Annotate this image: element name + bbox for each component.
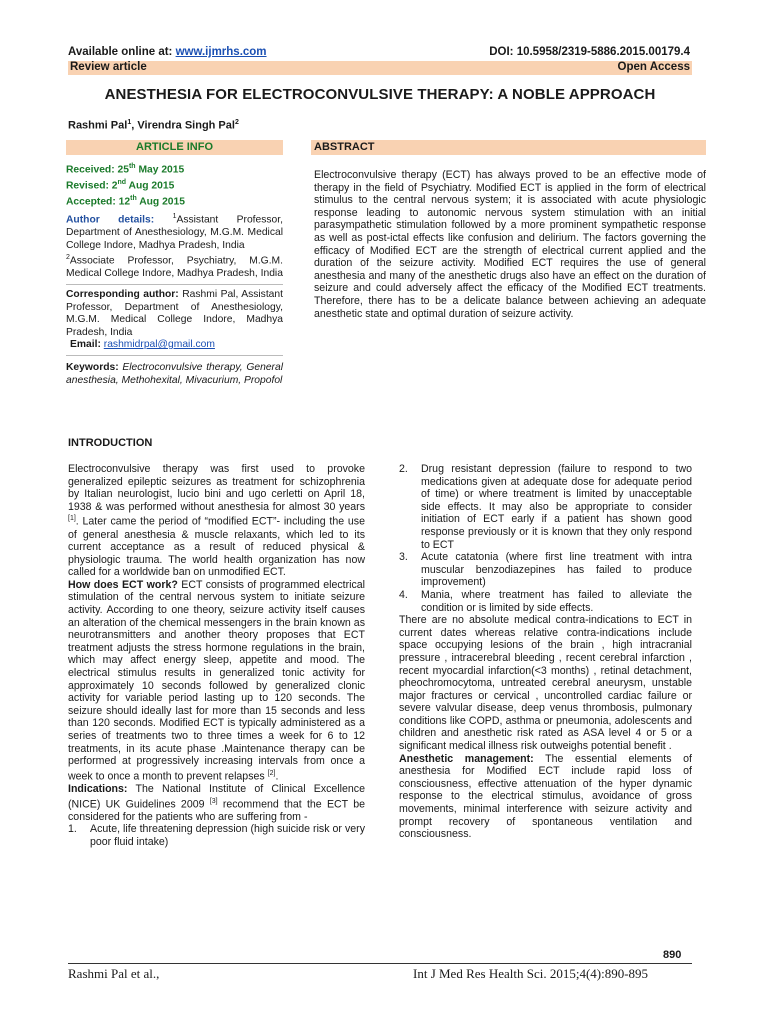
indication-item-3: 3. Acute catatonia (where first line treatment with intra muscular benzodiazepines has failed to produce improvement): [399, 551, 692, 589]
availability-line: Available online at: www.ijmrhs.com: [68, 46, 267, 58]
contra-indications: There are no absolute medical contra-indications to ECT in current dates whereas relative contra-indications include space occupying lesions of the brain , high intracranial pressure , intracerebral bleeding , recent cerebral infarction , recent myocardial infarction(<3 months) , retinal detachment, pheochromocytoma, untreated cerebral aneurysm, unstable major fractures or cervical , uncontrolled cardiac failure or severe valvular disease, deep venus thrombosis, pulmonary conditions like COPD, asthma or pneumonia, adolescents and children and anesthetic risk rated as ASA level 4 or 5 or a significant medical illness risk outweighs potential benefit .: [399, 614, 692, 753]
accepted-date: Accepted: 12th Aug 2015: [66, 194, 185, 208]
how-ect-works: How does ECT work? ECT consists of programmed electrical stimulation of the central nervous system to initiate seizure activity. According to one theory, seizure activity itself causes an alteration of the chemical messengers in the brain known as neurotransmitters and another theory proposes that ECT treatment adjusts the stress hormone regulations in the brain, which may affect energy sleep, appetite and mood. The electrical stimulus results in generalized tonic activity for approximately 10 seconds followed by generalized clonic activity for variable period lasting up to 120 seconds. The seizure should ideally last for more than 15 seconds and less than 120 seconds. Modified ECT is typically administered as a series of treatments two to three times a week for 6 to 12 treatments, in its acute phase .Maintenance therapy can be performed at progressively increasing intervals from once a week to once a month to prevent relapses [2].: [68, 578, 365, 783]
page-number: 890: [663, 949, 682, 961]
header-top: [68, 46, 692, 60]
access-label: Open Access: [617, 61, 690, 73]
revised-date: Revised: 2nd Aug 2015: [66, 178, 175, 192]
body-right-column: [399, 463, 692, 841]
header-band: [68, 61, 692, 75]
author-details: Author details: $^1$Assistant Professor, Department of Anesthesiology, M.G.M. Medical College Indore, Madhya Pradesh, India: [66, 213, 284, 251]
footer-rule: [68, 963, 692, 964]
body-left-column: [68, 463, 365, 848]
indication-item-4: 4. Mania, where treatment has failed to alleviate the condition or is limited by side effects.: [399, 588, 692, 614]
footer-author: Rashmi Pal et al.,: [68, 966, 160, 981]
email-link[interactable]: rashmidrpal@gmail.com: [103, 338, 215, 350]
indications: Indications: The National Institute of Clinical Excellence (NICE) UK Guidelines 2009 [3] recommend that the ECT be considered for the patients who are suffering from -: [68, 782, 365, 823]
email-line: Email: rashmidrpal@gmail.com: [70, 338, 215, 350]
author-details-2: $^2$Associate Professor, Psychiatry, M.G.M. Medical College Indore, Madhya Pradesh, India: [66, 254, 283, 279]
paper-title: ANESTHESIA FOR ELECTROCONVULSIVE THERAPY: A NOBLE APPROACH: [104, 86, 656, 103]
abstract: [311, 140, 706, 320]
indication-item-2: 2. Drug resistant depression (failure to respond to two medications given at adequate dose for adequate period of time) or where treatment is limited by unacceptable side effects. It may also be appropriate to consider initiation of ECT early if a patient has shown good response previously or it is known that they only respond to ECT: [399, 463, 692, 551]
article-info: [66, 140, 283, 387]
author-list: Rashmi Pal$^1$, Virendra Singh Pal$^2$: [68, 119, 239, 132]
abstract-text: Electroconvulsive therapy (ECT) has always proved to be an effective mode of therapy in the field of Psychiatry. Modified ECT is applied in the form of electrical stimulus to the central nervous system; it is associated with acute physiologic response leading to autonomic nervous system stimulation with an initial parasympathetic stimulation followed by a more prominent sympathetic response as well as post-ictal effects like confusion and delirium. The factors governing the efficacy of Modified ECT are the strength of electrical current applied and the duration of the seizure activity. Modified ECT requires the use of general anesthesia and many of the anesthetic drugs also have an effect on the duration of seizure and could adversely affect the efficacy of the Modified ECT treatments. Therefore, there has to be a delicate balance between achieving an adequate anesthetic state and optimal duration of seizure activity.: [314, 169, 706, 320]
abstract-heading: ABSTRACT: [311, 140, 706, 155]
received-date: Received: 25th May 2015: [66, 163, 185, 176]
doi: DOI: 10.5958/2319-5886.2015.00179.4: [489, 46, 690, 58]
article-type: Review article: [70, 61, 147, 73]
anesthetic-management: Anesthetic management: The essential elements of anesthesia for Modified ECT include rapid loss of consciousness, effective attenuation of the hyper dynamic response to the electrical stimulus, avoidance of gross movements, minimal interference with seizure activity and prompt recovery of spontaneous ventilation and consciousness.: [399, 752, 692, 841]
footer-citation: Int J Med Res Health Sci. 2015;4(4):890-895: [413, 966, 649, 981]
introduction-heading: INTRODUCTION: [68, 437, 153, 449]
journal-link[interactable]: www.ijmrhs.com: [175, 46, 267, 58]
keywords: Keywords: Electroconvulsive therapy, General anesthesia, Methohexital, Mivacurium, Propofol: [66, 355, 283, 387]
intro-paragraph: Electroconvulsive therapy was first used to provoke generalized epileptic seizures as treatment for schizophrenia by Italian neurologist, lucio bini and ugo cerletti on April 18, 1938 & was performed without anesthesia for almost 30 years [1]. Later came the period of “modified ECT”- including the use of general anesthesia & muscle relaxants, which led to its current acceptance as a result of reduced physical & physiologic trauma. The world health organization has now called for a worldwide ban on unmodified ECT.: [68, 463, 365, 579]
article-info-heading: ARTICLE INFO: [66, 140, 283, 155]
corresponding-author: Corresponding author: Rashmi Pal, Assistant Professor, Department of Anesthesiology, M.G.M. Medical College Indore, Madhya Pradesh, India: [66, 284, 283, 339]
indication-item-1: 1. Acute, life threatening depression (high suicide risk or very poor fluid intake): [68, 823, 365, 848]
